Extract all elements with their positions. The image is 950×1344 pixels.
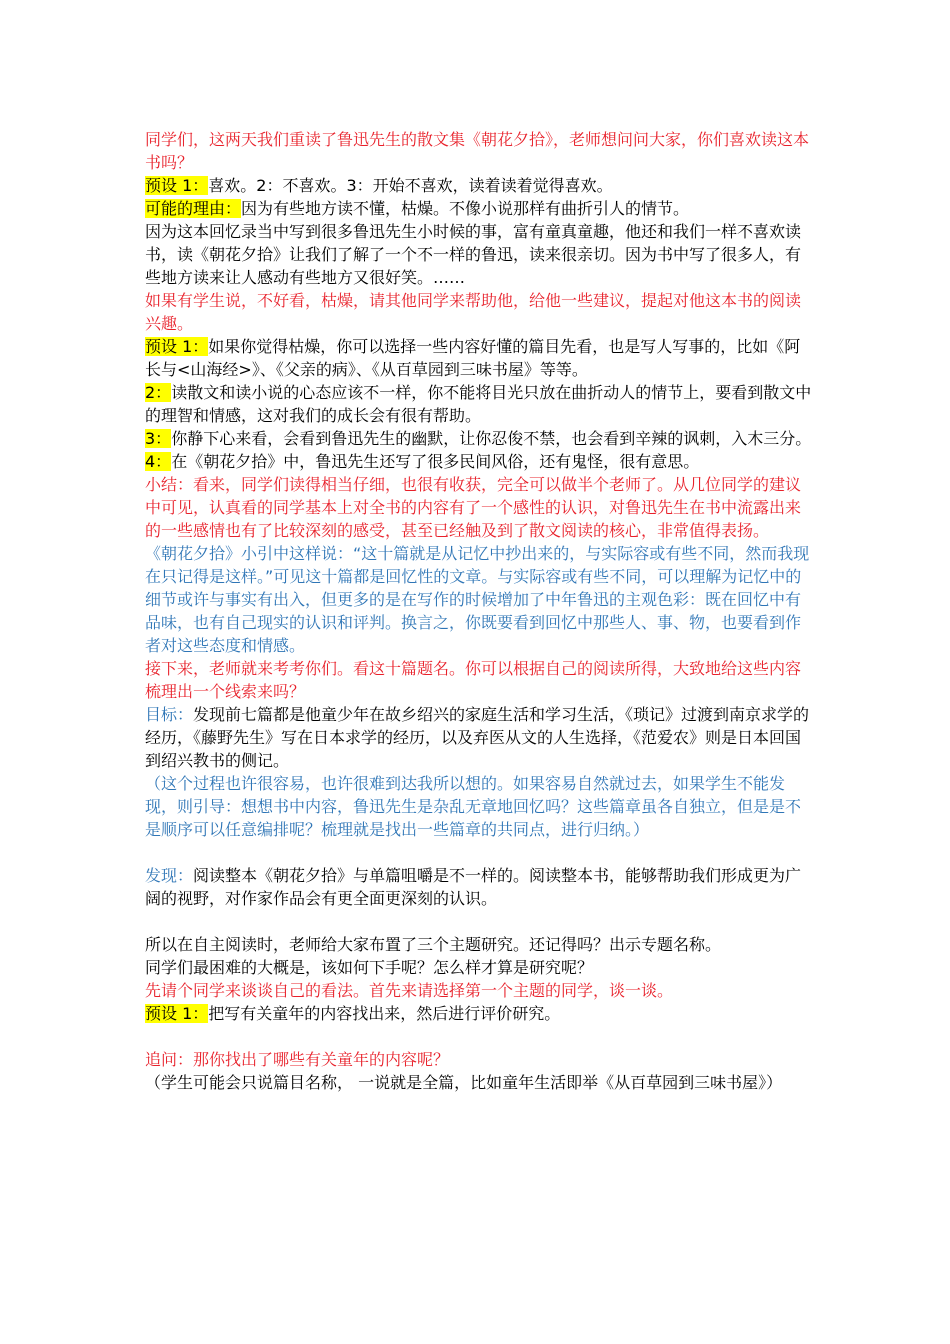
suggestion-label: 3： — [145, 429, 172, 448]
spacer — [145, 841, 815, 864]
goal-label: 目标： — [145, 705, 194, 724]
suggestion-label: 4： — [145, 452, 172, 471]
preset-text: 喜欢。2：不喜欢。3：开始不喜欢，读着读着觉得喜欢。 — [208, 176, 613, 195]
topic-preset-1 — [145, 1002, 815, 1025]
spacer — [145, 1025, 815, 1048]
document-body — [145, 128, 815, 1094]
discovery-text: 阅读整本《朝花夕拾》与单篇咀嚼是不一样的。阅读整本书，能够帮助我们形成更为广阔的视野，对作家作品会有更全面更深刻的认识。 — [145, 866, 802, 908]
suggestion-4 — [145, 450, 815, 473]
suggestion-text: 在《朝花夕拾》中，鲁迅先生还写了很多民间风俗，还有鬼怪，很有意思。 — [171, 452, 700, 471]
preset-text: 把写有关童年的内容找出来，然后进行评价研究。 — [208, 1004, 561, 1023]
preset-label: 预设 1： — [145, 176, 209, 195]
invite-paragraph: 先请个同学来谈谈自己的看法。首先来请选择第一个主题的同学，谈一谈。 — [145, 981, 674, 1000]
preset-1-answer — [145, 174, 815, 197]
difficulty-paragraph: 同学们最困难的大概是，该如何下手呢？怎么样才算是研究呢？ — [145, 958, 594, 977]
discovery-label: 发现： — [145, 866, 194, 885]
goal-paragraph — [145, 703, 815, 772]
preface-quote: 《朝花夕拾》小引中这样说：“这十篇就是从记忆中抄出来的，与实际容或有些不同，然而我现在只记得是这样。”可见这十篇都是回忆性的文章。与实际容或有些不同，可以理解为记忆中的细节或许与事实有出入，但更多的是在写作的时候增加了中年鲁迅的主观色彩：既在回忆中有品味，也有自己现实的认识和评判。换言之，你既要看到回忆中那些人、事、物，也要看到作者对这些态度和情感。 — [145, 544, 810, 655]
suggestion-3 — [145, 427, 815, 450]
goal-text: 发现前七篇都是他童少年在故乡绍兴的家庭生活和学习生活，《琐记》过渡到南京求学的经历，《藤野先生》写在日本求学的经历，以及弃医从文的人生选择，《范爱农》则是日本回国到绍兴教书的侧记。 — [145, 705, 810, 770]
topics-paragraph: 所以在自主阅读时，老师给大家布置了三个主题研究。还记得吗？出示专题名称。 — [145, 935, 722, 954]
suggestion-text: 如果你觉得枯燥，你可以选择一些内容好懂的篇目先看，也是写人写事的，比如《阿长与<山海经>》、《父亲的病》、《从百草园到三味书屋》等等。 — [145, 337, 801, 379]
reason-paragraph: 因为这本回忆录当中写到很多鲁迅先生小时候的事，富有童真童趣，他还和我们一样不喜欢读书，读《朝花夕拾》让我们了解了一个不一样的鲁迅，读来很亲切。因为书中写了很多人，有些地方读来让人感动有些地方又很好笑。…… — [145, 222, 802, 287]
student-note: （学生可能会只说篇目名称， 一说就是全篇，比如童年生活即举《从百草园到三味书屋》） — [145, 1073, 783, 1092]
suggestion-1 — [145, 335, 815, 381]
reason-label: 可能的理由： — [145, 199, 242, 218]
summary-paragraph: 小结：看来，同学们读得相当仔细，也很有收获，完全可以做半个老师了。从几位同学的建议中可见，认真看的同学基本上对全书的内容有了一个感性的认识，对鲁迅先生在书中流露出来的一些感情也有了比较深刻的感受，甚至已经触及到了散文阅读的核心，非常值得表扬。 — [145, 475, 802, 540]
preset-label: 预设 1： — [145, 1004, 209, 1023]
suggestion-label: 2： — [145, 383, 172, 402]
suggestion-text: 读散文和读小说的心态应该不一样，你不能将目光只放在曲折动人的情节上，要看到散文中的理智和情感，这对我们的成长会有很有帮助。 — [145, 383, 812, 425]
suggestion-2 — [145, 381, 815, 427]
follow-up-question: 追问：那你找出了哪些有关童年的内容呢？ — [145, 1050, 450, 1069]
spacer — [145, 910, 815, 933]
suggestion-text: 你静下心来看，会看到鲁迅先生的幽默，让你忍俊不禁，也会看到辛辣的讽刺，入木三分。 — [171, 429, 812, 448]
next-question: 接下来，老师就来考考你们。看这十篇题名。你可以根据自己的阅读所得，大致地给这些内容梳理出一个线索来吗？ — [145, 659, 802, 701]
reason-text: 因为有些地方读不懂，枯燥。不像小说那样有曲折引人的情节。 — [241, 199, 690, 218]
dull-question: 如果有学生说，不好看，枯燥，请其他同学来帮助他，给他一些建议，提起对他这本书的阅读兴趣。 — [145, 291, 802, 333]
possible-reason — [145, 197, 815, 220]
opening-question: 同学们，这两天我们重读了鲁迅先生的散文集《朝花夕拾》，老师想问问大家，你们喜欢读这本书吗？ — [145, 130, 810, 172]
discovery-paragraph — [145, 864, 815, 910]
process-note: （这个过程也许很容易，也许很难到达我所以想的。如果容易自然就过去，如果学生不能发现，则引导：想想书中内容，鲁迅先生是杂乱无章地回忆吗？这些篇章虽各自独立，但是是不是顺序可以任意编排呢？梳理就是找出一些篇章的共同点，进行归纳。） — [145, 774, 802, 839]
suggestion-label: 预设 1： — [145, 337, 209, 356]
